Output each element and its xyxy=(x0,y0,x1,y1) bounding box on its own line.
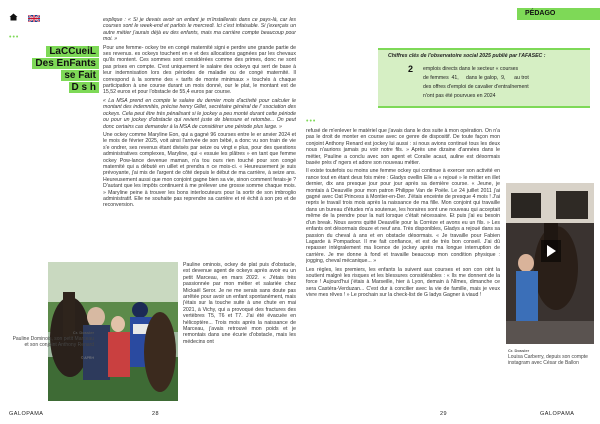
paragraph: « La MSA prend en compte le salaire du dernier mois d'activité pour calculer le montant des indemnités, précise henry Gillet, secrétaire général de l' ssociation des ockeys. Cela peut être très pénalisant si le jockey a peu monté durant cette période ou pour un jockey d'obstacle qui revient juste de blessure et retombe... On peut donc certains cas demander à la MSA de considérer une période plus large. » xyxy=(103,97,296,130)
title-line-1: LaCCueiL xyxy=(46,46,99,57)
stat-line-4: n'ont pas été pourvues en 2024 xyxy=(423,93,496,99)
footer-brand-right: GALOPAMA xyxy=(540,411,575,417)
stat-box-heading: Chiffres clés de l'observatoire social 2025 publié par l'AFASEC : xyxy=(388,53,546,59)
section-tab xyxy=(517,8,600,20)
paragraph: explique : « Si je devais avoir un enfant je m'installerais dans ce pays-là, car les courses sont le week-end et parfois le mercredi. Ici c'est infaisable. Si j'exerçais un autre métier j'aurais déjà eu des enfants, mais ma carrière compte beaucoup pour moi. » xyxy=(103,17,296,43)
stat-line-1: emplois directs dans le secteur « courses xyxy=(423,66,519,72)
title-line-2: Des EnFants xyxy=(32,58,99,69)
paragraph: Pour une femme- ockey tre en congé maternité signi e perdre une grande partie de ses revenus. es ockeys touchent en e et des allocations gagnées par les chevaux qu'ils montent. Ces sommes sont considérées comme des primes, donc ne sont pas prises en compte. C'est uniquement le salaire des ockeys qui sert de base à leur indemnisation lors des périodes de maladie ou de congé maternité. Il correspond à la somme des « tarifs de monte minimaux » touchés à chaque participation à une course durant un mois donné, our le plat, le montant est de 15,52 euros et pour l'obstacle de 55,4 euros par course. xyxy=(103,44,296,96)
photo1-caption-text: Pauline Dominois, son petit Marceau et son conjoint Anthony Renard xyxy=(12,336,94,348)
footer-brand-left: GALOPAMA xyxy=(9,411,44,417)
paragraph: refusé de m'enlever le matériel que j'avais dans le dos suite à mon opération. On n'a pas le droit de monter en course avec ce genre de dispositif. De toute façon mon conjoint Anthony Renard est jockey lui aussi : si nous avions continué tous les deux nous n'aurions jamais pu voir notre fils. » Après une dizaine d'années dans le métier, Pauline a conclu avec son agent et Coralie acaut, auline est désormais basée près d' ngers et adore son nouveau métier. xyxy=(306,128,500,167)
photo2-caption-credit: Cr. Dossier xyxy=(508,348,530,353)
left-column-text-lower xyxy=(183,262,296,402)
paragraph: Une ockey comme Maryline Eon, qui a gagné 96 courses entre le er anvier 2024 et le mois de février 2025, voit ainsi l'arrivée de son bébé, a donc vu son train de vie s'e ondrer, ses revenus étant divisés par seize ou vingt e plus, pour des questions administratives complexes, Maryline, qui « essuie les plâtres » en tant que femme ockey Pow-lance devenue maman, n'a tou ours rien touché pour son congé maternité qui a débuté en uillet et prendra n ce mois-ci. « Heureusement je suis prévoyante, j'ai mis de l'argent de côté depuis le début de ma carrière, à seize ans. Heureusement aussi que mon conjoint gagne bien sa vie, sinon comment ferais-je ? D'autant que les impôts continuent à me prélever une grosse somme chaque mois. » Maryline peine à trouver les bons interlocuteurs pour la sortir de son imbroglio administratif. Elle ne souhaite pas reprendre sa carrière et ré échit à son pro et de reconversion. xyxy=(103,131,296,209)
photo2-caption-text: Louisa Carberry, depuis son compte instagram avec César de Ballon xyxy=(508,354,588,366)
paragraph: Pauline ominois, ockey de plat puis d'obstacle, est devenue agent de ockeys après avoir eu un petit Marceau, en mars 2022. « J'étais très passionnée par mon métier et salariée chez Mickaël Seror. Je ne me serais sans doute pas arrêtée pour avoir un enfant spontanément, mais j'étais sur la touche suite à une chute en mai 2021, à Vichy, qui a provoqué des fractures des vertèbres T5, T6 et T7. J'ai été évacuée en hélicoptère... Trois mois après la naissance de Marceau, j'avais retrouvé mon poids et je remontais dans une écurie d'obstacle, mais les médecins ont xyxy=(183,262,296,345)
stat-box xyxy=(378,48,590,108)
photo1-credit-small: © APRH xyxy=(80,356,94,360)
play-button-icon[interactable] xyxy=(541,240,561,262)
photo1-caption-credit: Cr. Dossier xyxy=(72,330,94,335)
stat-line-2: de femmes 41, dans le galop, 9, au trot xyxy=(423,75,529,81)
uk-flag-icon[interactable] xyxy=(28,9,40,16)
stat-line-3: des offres d'emploi de cavalier d'entraînement xyxy=(423,84,529,90)
title-line-3: se Fait xyxy=(61,70,99,81)
section-tab-label: PÉDAGO xyxy=(525,10,556,17)
right-page-dots: ••• xyxy=(306,118,317,125)
left-column-text xyxy=(103,17,296,227)
left-page-dots: ••• xyxy=(9,34,20,41)
home-icon[interactable] xyxy=(9,8,18,16)
page-number-right: 29 xyxy=(440,411,448,417)
article-title xyxy=(29,46,99,94)
right-column-text xyxy=(306,128,500,404)
photo-jockey-horse xyxy=(506,183,594,344)
title-line-4: D s h xyxy=(69,82,99,93)
stat-box-number: 2 xyxy=(408,64,414,74)
paragraph: Les règles, les premiers, les enfants la suivent aux courses et son con oint la soutient malgré les risques et les blessures considérables : « Ils me donnent de la force ! Aujourd'hui j'étais à Marseille, hier à Lyon, demain à Nîmes, dimanche ce sera Castéra-Verduzan... C'est dur à concilier avec la vie de famille, mais je veux vivre mes rêves ! » Le prochain sur la check-list de G ladys Gagner à viaud ! xyxy=(306,266,500,299)
page-number-left: 28 xyxy=(152,411,160,417)
paragraph: Il existe toutefois ou moins une femme ockey qui continue à exercer son activité en rance tout en étant deux fois mère : Gladys ovellin Elle a « rejoué » le métier en illet dernier, dix ans presque jour pour jour après sa dernière course. « Jeune, je montais à Deauville pour mon patron Philippe Van de Poële. Le 24 juillet 2011 j'ai gagné avec Oat Princess à Montier-en-Der. J'étais enceinte de presque 4 mois ! J'ai repris le travail trois mois après la naissance de ma fille. Mon conjoint qui travaille dans un bureau d'études m'a soutenue, les horaires sont une nouveau qui acceptait même de la prendre pour la nuit lorsque c'était nécessaire. Et puis j'ai eu besoin d'un break. Nous avons quitté Deauville pour la Corrèze et avons eu un fils. » Les enfants ont désormais douze et neuf ans. Très disponibles, Gladys a rejoué dans sa passion du cheval à ans et en obstacle désormais. « Je travaille pour Fabien Lagarde à Pompadour. Il me fait confiance, et est de très bon conseil. J'ai dû repasser intégralement ma licence de jockey après ma longue interruption de carrière. Je me donne à fond et travaille beaucoup mon condition physique : jogging, cheval mécanique... » xyxy=(306,168,500,265)
